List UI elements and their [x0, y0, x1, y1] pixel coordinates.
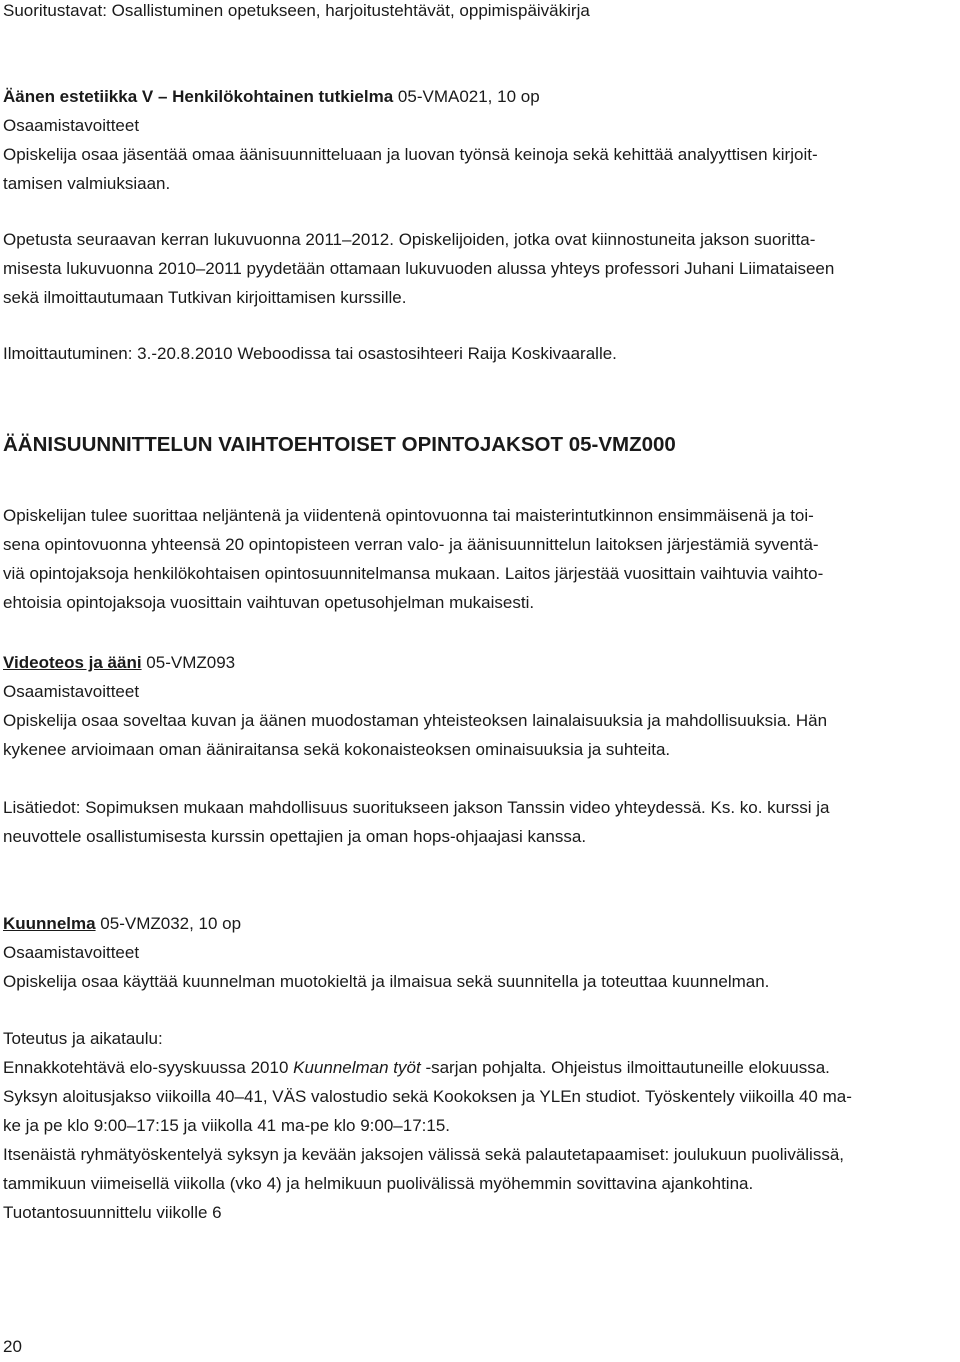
schedule-text-part: Ennakkotehtävä elo-syyskuussa 2010 — [3, 1058, 294, 1077]
schedule-text-part: -sarjan pohjalta. Ohjeistus ilmoittautuneille elokuussa. — [420, 1058, 830, 1077]
page-number: 20 — [3, 1337, 22, 1356]
course-title-vmz032 — [3, 913, 241, 935]
extra-info-text: neuvottele osallistumisesta kurssin opettajien ja oman hops-ohjaajasi kanssa. — [3, 827, 587, 846]
info-text: misesta lukuvuonna 2010–2011 pyydetään ottamaan lukuvuoden alussa yhteys professori Juhani Liimataiseen — [3, 259, 835, 278]
course-code: 05-VMZ093 — [141, 653, 236, 672]
course-title-vmz093 — [3, 652, 235, 674]
extra-info-text: Lisätiedot: Sopimuksen mukaan mahdollisuus suoritukseen jakson Tanssin video yhteydessä. Ks. ko. kurssi ja — [3, 798, 830, 817]
schedule-text: ke ja pe klo 9:00–17:15 ja viikolla 41 ma-pe klo 9:00–17:15. — [3, 1116, 451, 1135]
outcomes-text: Opiskelija osaa käyttää kuunnelman muotokieltä ja ilmaisua sekä suunnitella ja toteuttaa kuunnelman. — [3, 972, 770, 991]
course-title-vma021 — [3, 86, 540, 108]
section-heading: ÄÄNISUUNNITTELUN VAIHTOEHTOISET OPINTOJAKSOT 05-VMZ000 — [3, 433, 676, 456]
schedule-text: Tuotantosuunnittelu viikolle 6 — [3, 1203, 222, 1222]
schedule-text: tammikuun viimeisellä viikolla (vko 4) ja helmikuun puolivälissä myöhemmin sovittavina ajankohtina. — [3, 1174, 754, 1193]
schedule-text: Itsenäistä ryhmätyöskentelyä syksyn ja kevään jaksojen välissä sekä palautetapaamiset: joulukuun puolivälissä, — [3, 1145, 845, 1164]
schedule-text — [3, 1057, 830, 1079]
course-name: Äänen estetiikka V – Henkilökohtainen tutkielma — [3, 87, 394, 106]
info-text: Opetusta seuraavan kerran lukuvuonna 2011–2012. Opiskelijoiden, jotka ovat kiinnostuneita jakson suoritta- — [3, 230, 816, 249]
section-intro-text: Opiskelijan tulee suorittaa neljäntenä ja viidentenä opintovuonna tai maisterintutkinnon ensimmäisenä ja toi- — [3, 506, 814, 525]
outcomes-text: tamisen valmiuksiaan. — [3, 174, 171, 193]
outcomes-label: Osaamistavoitteet — [3, 943, 140, 962]
course-code: 05-VMA021, 10 op — [393, 87, 540, 106]
outcomes-text: Opiskelija osaa jäsentää omaa äänisuunnitteluaan ja luovan työnsä keinoja sekä kehittää analyyttisen kirjoit- — [3, 145, 818, 164]
registration-text: Ilmoittautuminen: 3.-20.8.2010 Weboodissa tai osastosihteeri Raija Koskivaaralle. — [3, 344, 617, 363]
info-text: sekä ilmoittautumaan Tutkivan kirjoittamisen kurssille. — [3, 288, 407, 307]
intro-text: Suoritustavat: Osallistuminen opetukseen, harjoitustehtävät, oppimispäiväkirja — [3, 1, 590, 20]
course-name: Kuunnelma — [3, 914, 96, 933]
series-title: Kuunnelman työt — [293, 1058, 421, 1077]
course-code: 05-VMZ032, 10 op — [95, 914, 242, 933]
section-intro-text: viä opintojaksoja henkilökohtaisen opintosuunnitelmansa mukaan. Laitos järjestää vuosittain vaihtuvia vaihto- — [3, 564, 824, 583]
schedule-text: Syksyn aloitusjakso viikoilla 40–41, VÄS valostudio sekä Kookoksen ja YLEn studiot. Työskentely viikoilla 40 ma- — [3, 1087, 852, 1106]
schedule-label: Toteutus ja aikataulu: — [3, 1029, 163, 1048]
section-intro-text: sena opintovuonna yhteensä 20 opintopisteen verran valo- ja äänisuunnittelun laitoksen järjestämiä syventä- — [3, 535, 819, 554]
outcomes-label: Osaamistavoitteet — [3, 116, 140, 135]
outcomes-label: Osaamistavoitteet — [3, 682, 140, 701]
section-intro-text: ehtoisia opintojaksoja vuosittain vaihtuvan opetusohjelman mukaisesti. — [3, 593, 535, 612]
outcomes-text: kykenee arvioimaan oman ääniraitansa sekä kokonaisteoksen ominaisuuksia ja suhteita. — [3, 740, 671, 759]
outcomes-text: Opiskelija osaa soveltaa kuvan ja äänen muodostaman yhteisteoksen lainalaisuuksia ja mahdollisuuksia. Hän — [3, 711, 828, 730]
course-name: Videoteos ja ääni — [3, 653, 142, 672]
